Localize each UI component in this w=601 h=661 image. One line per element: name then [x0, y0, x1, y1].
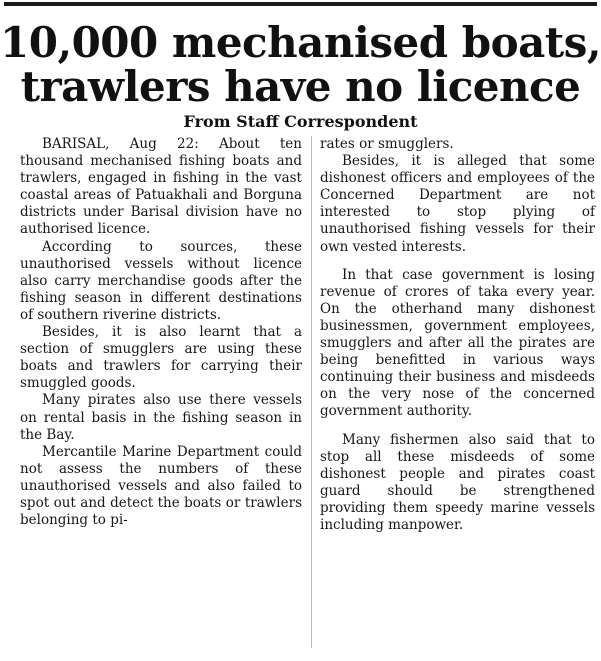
paragraph-lead: BARISAL, Aug 22: About ten thousand mechanised fishing boats and trawlers, engaged in fishing in the vast coastal areas of Patuakhali and Borguna districts under Barisal division have no authorised licence.: [20, 136, 302, 238]
paragraph-continuation: rates or smugglers.: [320, 136, 454, 152]
top-rule: [4, 2, 597, 6]
paragraph: Many fishermen also said that to stop all these misdeeds of some dishonest people and pirates coast guard should be strengthened providing them speedy marine vessels including manpower.: [320, 431, 595, 533]
paragraph: Besides, it is also learnt that a section of smugglers are using these boats and trawlers for carrying their smuggled goods.: [20, 324, 302, 392]
left-column: [20, 136, 302, 656]
column-divider: [311, 136, 312, 648]
paragraph: Mercantile Marine Department could not assess the numbers of these unauthorised vessels and also failed to spot out and detect the boats or trawlers belonging to pi-: [20, 443, 302, 529]
paragraph: Many pirates also use there vessels on rental basis in the fishing season in the Bay.: [20, 392, 302, 443]
headline-line-2: trawlers have no licence: [20, 62, 581, 111]
right-column: [320, 136, 595, 656]
byline: From Staff Correspondent: [183, 112, 418, 131]
paragraph: Besides, it is alleged that some dishonest officers and employees of the Concerned Department are not interested to stop plying of unauthorised fishing vessels for their own vested interests.: [320, 153, 595, 255]
paragraph: In that case government is losing revenue of crores of taka every year. On the otherhand many dishonest businessmen, government employees, smugglers and after all the pirates are being benefitted in various ways continuing their business and misdeeds on the very nose of the concerned government authority.: [320, 266, 595, 420]
headline-line-1: 10,000 mechanised boats,: [0, 18, 601, 67]
paragraph: According to sources, these unauthorised vessels without licence also carry merchandise goods after the fishing season in different destinations of southern riverine districts.: [20, 238, 302, 323]
